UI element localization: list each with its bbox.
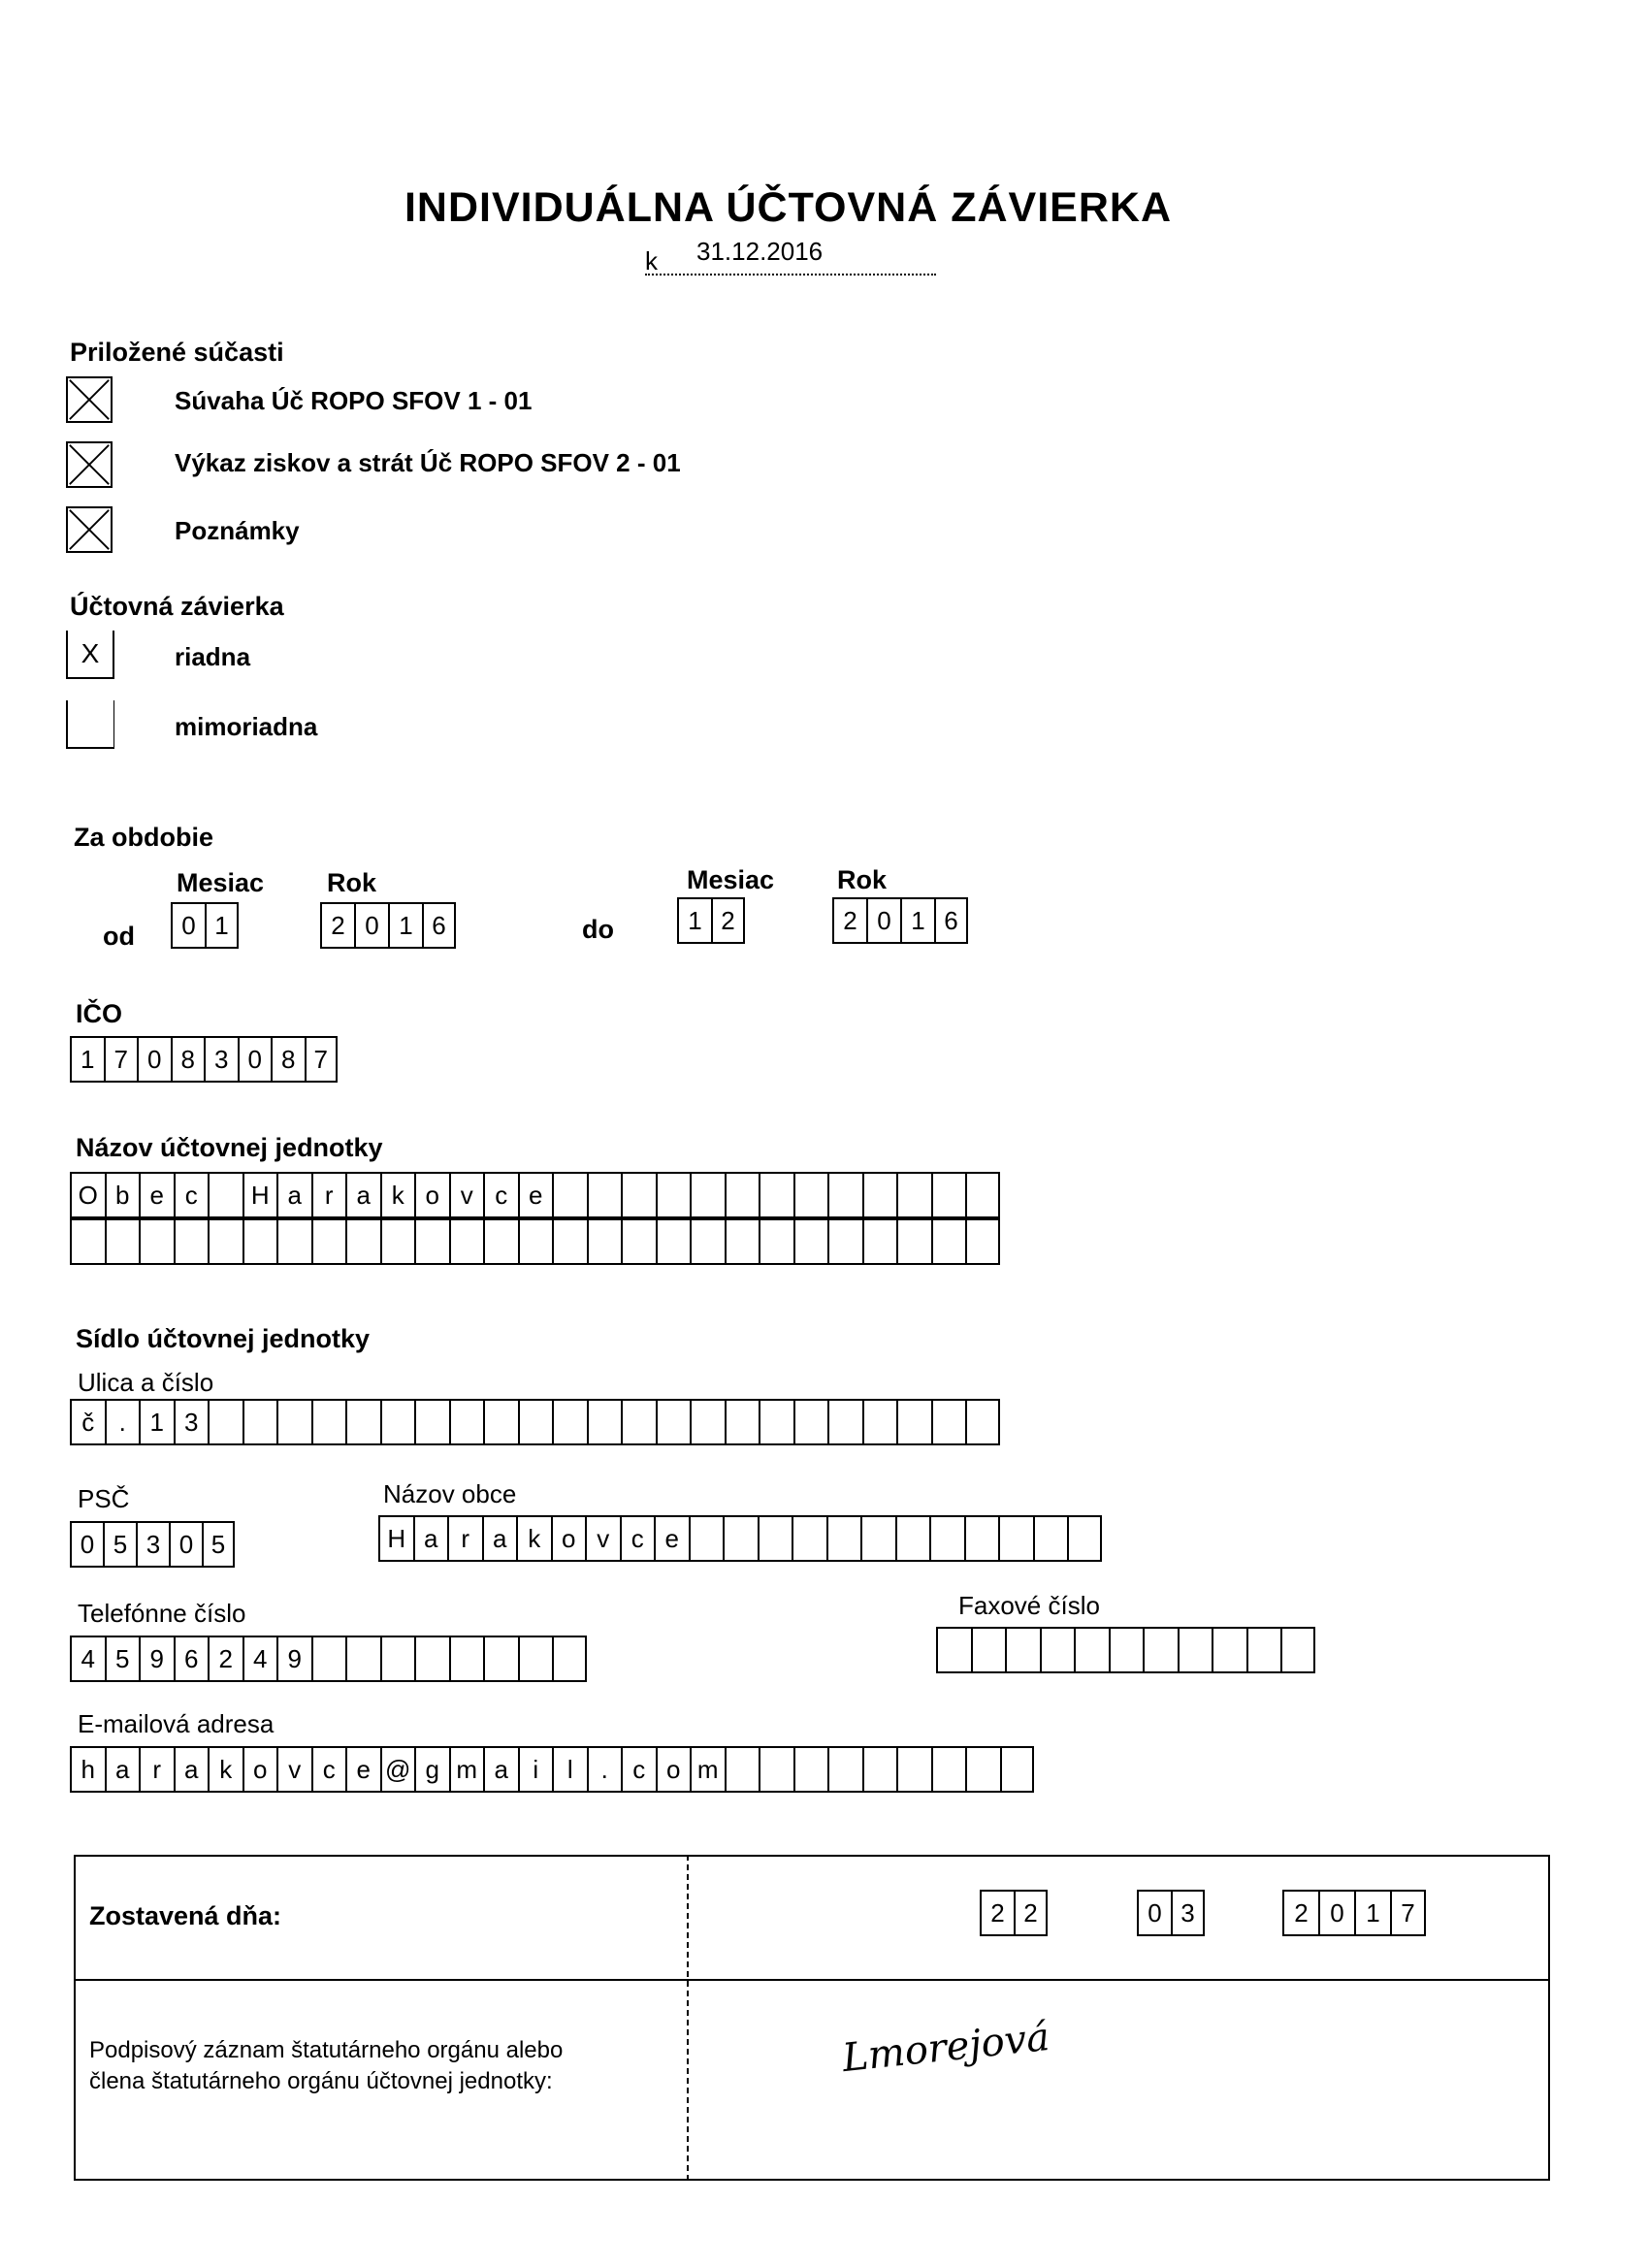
compiled-label: Zostavená dňa: bbox=[89, 1901, 282, 1930]
cross-mark-icon bbox=[68, 508, 111, 551]
char-cell: 5 bbox=[103, 1521, 136, 1568]
char-cell bbox=[931, 1218, 966, 1265]
char-cell bbox=[483, 1636, 518, 1682]
signature-label-line-2: člena štatutárneho orgánu účtovnej jednotky: bbox=[89, 2068, 553, 2094]
char-cell bbox=[276, 1399, 311, 1445]
char-cell: c bbox=[483, 1172, 518, 1218]
char-cell bbox=[931, 1172, 966, 1218]
char-cell: 0 bbox=[238, 1036, 272, 1083]
char-cell bbox=[827, 1172, 862, 1218]
char-cell bbox=[689, 1515, 724, 1562]
char-cell bbox=[690, 1172, 725, 1218]
char-cell bbox=[896, 1399, 931, 1445]
compiled-year-field[interactable] bbox=[1282, 1890, 1426, 1936]
char-cell: 1 bbox=[1354, 1890, 1390, 1936]
attachments-heading: Priložené súčasti bbox=[70, 338, 284, 367]
char-cell: r bbox=[139, 1746, 174, 1793]
phone-label: Telefónne číslo bbox=[78, 1599, 246, 1628]
char-cell bbox=[1246, 1627, 1281, 1673]
char-cell bbox=[414, 1399, 449, 1445]
char-cell bbox=[929, 1515, 964, 1562]
char-cell bbox=[345, 1636, 380, 1682]
section-divider bbox=[74, 1979, 1550, 1981]
char-cell bbox=[1280, 1627, 1315, 1673]
char-cell: 8 bbox=[171, 1036, 205, 1083]
char-cell bbox=[936, 1627, 971, 1673]
char-cell bbox=[621, 1399, 656, 1445]
char-cell: 2 bbox=[1282, 1890, 1318, 1936]
char-cell bbox=[414, 1218, 449, 1265]
char-cell bbox=[759, 1399, 793, 1445]
char-cell bbox=[311, 1218, 346, 1265]
psc-label: PSČ bbox=[78, 1484, 130, 1513]
seat-heading: Sídlo účtovnej jednotky bbox=[76, 1324, 371, 1353]
char-cell: c bbox=[311, 1746, 346, 1793]
char-cell bbox=[552, 1218, 587, 1265]
checkbox-vykaz[interactable] bbox=[66, 441, 113, 488]
char-cell bbox=[552, 1636, 587, 1682]
attachment-label-2: Výkaz ziskov a strát Úč ROPO SFOV 2 - 01 bbox=[175, 448, 681, 477]
char-cell: 2 bbox=[711, 897, 745, 944]
char-cell bbox=[1143, 1627, 1178, 1673]
char-cell bbox=[380, 1636, 415, 1682]
char-cell: m bbox=[690, 1746, 725, 1793]
char-cell: e bbox=[654, 1515, 689, 1562]
char-cell: 3 bbox=[136, 1521, 169, 1568]
char-cell: i bbox=[518, 1746, 553, 1793]
char-cell: 6 bbox=[934, 897, 968, 944]
attachment-label-1: Súvaha Úč ROPO SFOV 1 - 01 bbox=[175, 386, 533, 415]
char-cell bbox=[587, 1218, 622, 1265]
char-cell bbox=[690, 1218, 725, 1265]
char-cell bbox=[621, 1172, 656, 1218]
extraordinary-label: mimoriadna bbox=[175, 712, 318, 741]
char-cell: a bbox=[174, 1746, 209, 1793]
char-cell: 7 bbox=[104, 1036, 138, 1083]
regular-label: riadna bbox=[175, 642, 251, 671]
char-cell: o bbox=[414, 1172, 449, 1218]
char-cell: 2 bbox=[980, 1890, 1014, 1936]
char-cell bbox=[965, 1399, 1000, 1445]
entity-name-label: Názov účtovnej jednotky bbox=[76, 1133, 383, 1162]
char-cell bbox=[518, 1399, 553, 1445]
char-cell bbox=[1074, 1627, 1109, 1673]
char-cell bbox=[1212, 1627, 1246, 1673]
char-cell bbox=[174, 1218, 209, 1265]
char-cell: v bbox=[276, 1746, 311, 1793]
checkbox-poznamky[interactable] bbox=[66, 506, 113, 553]
attachment-label-3: Poznámky bbox=[175, 516, 300, 545]
char-cell: v bbox=[449, 1172, 484, 1218]
char-cell bbox=[759, 1746, 793, 1793]
entity-name-row-2[interactable] bbox=[70, 1218, 1000, 1265]
char-cell: c bbox=[620, 1515, 655, 1562]
char-cell: o bbox=[656, 1746, 691, 1793]
email-label: E-mailová adresa bbox=[78, 1709, 275, 1738]
char-cell bbox=[971, 1627, 1006, 1673]
char-cell bbox=[587, 1399, 622, 1445]
char-cell bbox=[965, 1746, 1000, 1793]
char-cell bbox=[1067, 1515, 1102, 1562]
checkbox-suvaha[interactable] bbox=[66, 376, 113, 423]
char-cell: 0 bbox=[70, 1521, 103, 1568]
char-cell bbox=[759, 1218, 793, 1265]
char-cell: k bbox=[380, 1172, 415, 1218]
char-cell bbox=[449, 1399, 484, 1445]
char-cell bbox=[208, 1399, 242, 1445]
char-cell: 0 bbox=[1318, 1890, 1354, 1936]
char-cell: r bbox=[447, 1515, 482, 1562]
char-cell bbox=[896, 1172, 931, 1218]
char-cell bbox=[793, 1172, 828, 1218]
char-cell bbox=[1109, 1627, 1144, 1673]
char-cell bbox=[725, 1746, 760, 1793]
ico-field[interactable] bbox=[70, 1036, 338, 1083]
char-cell: 2 bbox=[320, 902, 354, 949]
from-month-label: Mesiac bbox=[177, 868, 265, 897]
char-cell bbox=[208, 1172, 242, 1218]
char-cell: 3 bbox=[1171, 1890, 1205, 1936]
char-cell: a bbox=[413, 1515, 448, 1562]
char-cell: 1 bbox=[900, 897, 934, 944]
char-cell: 4 bbox=[70, 1636, 105, 1682]
char-cell bbox=[896, 1218, 931, 1265]
char-cell: 8 bbox=[271, 1036, 305, 1083]
entity-name-row-1[interactable] bbox=[70, 1172, 1000, 1218]
ico-label: IČO bbox=[76, 999, 123, 1028]
char-cell: 6 bbox=[174, 1636, 209, 1682]
city-field[interactable] bbox=[378, 1515, 1102, 1562]
char-cell: g bbox=[414, 1746, 449, 1793]
char-cell bbox=[311, 1636, 346, 1682]
char-cell bbox=[827, 1746, 862, 1793]
char-cell bbox=[552, 1399, 587, 1445]
char-cell: 0 bbox=[171, 902, 205, 949]
char-cell: H bbox=[242, 1172, 277, 1218]
psc-field[interactable] bbox=[70, 1521, 235, 1568]
char-cell: 2 bbox=[832, 897, 866, 944]
char-cell bbox=[552, 1172, 587, 1218]
char-cell: o bbox=[551, 1515, 586, 1562]
to-month-label: Mesiac bbox=[687, 865, 775, 894]
char-cell bbox=[1033, 1515, 1068, 1562]
char-cell: 7 bbox=[305, 1036, 339, 1083]
char-cell bbox=[862, 1399, 897, 1445]
char-cell: a bbox=[276, 1172, 311, 1218]
char-cell: 1 bbox=[70, 1036, 104, 1083]
handwritten-signature: Lmorejová bbox=[840, 2014, 1052, 2082]
char-cell bbox=[449, 1636, 484, 1682]
char-cell bbox=[242, 1218, 277, 1265]
char-cell bbox=[587, 1172, 622, 1218]
char-cell: l bbox=[552, 1746, 587, 1793]
char-cell: c bbox=[174, 1172, 209, 1218]
char-cell: . bbox=[105, 1399, 140, 1445]
char-cell: 9 bbox=[139, 1636, 174, 1682]
char-cell: b bbox=[105, 1172, 140, 1218]
char-cell: r bbox=[311, 1172, 346, 1218]
char-cell bbox=[793, 1746, 828, 1793]
char-cell: . bbox=[587, 1746, 622, 1793]
char-cell bbox=[380, 1218, 415, 1265]
char-cell: 0 bbox=[354, 902, 388, 949]
char-cell bbox=[311, 1399, 346, 1445]
cross-mark-icon bbox=[68, 443, 111, 486]
char-cell: k bbox=[208, 1746, 242, 1793]
char-cell bbox=[656, 1172, 691, 1218]
char-cell: 2 bbox=[1014, 1890, 1048, 1936]
char-cell bbox=[380, 1399, 415, 1445]
char-cell bbox=[139, 1218, 174, 1265]
char-cell bbox=[242, 1399, 277, 1445]
char-cell bbox=[998, 1515, 1033, 1562]
to-year-field[interactable] bbox=[832, 897, 968, 944]
closure-date: 31.12.2016 bbox=[696, 237, 824, 266]
char-cell: e bbox=[345, 1746, 380, 1793]
char-cell bbox=[483, 1218, 518, 1265]
document-title: INDIVIDUÁLNA ÚČTOVNÁ ZÁVIERKA bbox=[404, 184, 1173, 231]
phone-field[interactable] bbox=[70, 1636, 587, 1682]
char-cell: k bbox=[516, 1515, 551, 1562]
char-cell bbox=[965, 1218, 1000, 1265]
char-cell: 5 bbox=[105, 1636, 140, 1682]
char-cell: 6 bbox=[422, 902, 456, 949]
closure-type-heading: Účtovná závierka bbox=[70, 592, 284, 621]
char-cell bbox=[862, 1218, 897, 1265]
char-cell: 5 bbox=[202, 1521, 235, 1568]
char-cell bbox=[862, 1172, 897, 1218]
char-cell: a bbox=[345, 1172, 380, 1218]
char-cell bbox=[827, 1218, 862, 1265]
from-year-field[interactable] bbox=[320, 902, 456, 949]
signature-label-line-1: Podpisový záznam štatutárneho orgánu alebo bbox=[89, 2037, 564, 2063]
char-cell bbox=[414, 1636, 449, 1682]
char-cell: o bbox=[242, 1746, 277, 1793]
period-heading: Za obdobie bbox=[74, 823, 213, 852]
char-cell bbox=[70, 1218, 105, 1265]
checkbox-extraordinary[interactable] bbox=[66, 700, 114, 749]
char-cell bbox=[276, 1218, 311, 1265]
compiled-month-field[interactable] bbox=[1137, 1890, 1205, 1936]
fax-field[interactable] bbox=[936, 1627, 1315, 1673]
char-cell bbox=[725, 1172, 760, 1218]
char-cell bbox=[965, 1172, 1000, 1218]
char-cell: č bbox=[70, 1399, 105, 1445]
char-cell bbox=[1178, 1627, 1212, 1673]
char-cell: 1 bbox=[139, 1399, 174, 1445]
char-cell bbox=[345, 1218, 380, 1265]
fax-label: Faxové číslo bbox=[958, 1591, 1100, 1620]
char-cell bbox=[1040, 1627, 1075, 1673]
char-cell: m bbox=[449, 1746, 484, 1793]
from-label: od bbox=[103, 922, 135, 951]
char-cell bbox=[725, 1218, 760, 1265]
char-cell bbox=[964, 1515, 999, 1562]
char-cell bbox=[792, 1515, 826, 1562]
char-cell bbox=[656, 1399, 691, 1445]
char-cell bbox=[449, 1218, 484, 1265]
cross-mark-icon bbox=[68, 378, 111, 421]
char-cell: 1 bbox=[677, 897, 711, 944]
to-label: do bbox=[582, 915, 614, 944]
char-cell: @ bbox=[380, 1746, 415, 1793]
char-cell: e bbox=[139, 1172, 174, 1218]
char-cell bbox=[690, 1399, 725, 1445]
char-cell bbox=[759, 1172, 793, 1218]
char-cell bbox=[105, 1218, 140, 1265]
to-year-label: Rok bbox=[837, 865, 888, 894]
char-cell: a bbox=[483, 1746, 518, 1793]
char-cell bbox=[895, 1515, 930, 1562]
char-cell bbox=[758, 1515, 792, 1562]
char-cell: 0 bbox=[137, 1036, 171, 1083]
char-cell bbox=[208, 1218, 242, 1265]
char-cell: 3 bbox=[174, 1399, 209, 1445]
char-cell bbox=[862, 1746, 897, 1793]
char-cell: 0 bbox=[866, 897, 900, 944]
char-cell bbox=[518, 1636, 553, 1682]
char-cell bbox=[345, 1399, 380, 1445]
char-cell: 1 bbox=[205, 902, 239, 949]
section-column-divider bbox=[687, 1855, 689, 2181]
char-cell: 3 bbox=[204, 1036, 238, 1083]
char-cell: e bbox=[518, 1172, 553, 1218]
char-cell: 0 bbox=[1137, 1890, 1171, 1936]
from-month-field[interactable] bbox=[171, 902, 239, 949]
char-cell: a bbox=[482, 1515, 517, 1562]
char-cell bbox=[793, 1218, 828, 1265]
char-cell: 7 bbox=[1390, 1890, 1426, 1936]
char-cell: 9 bbox=[276, 1636, 311, 1682]
city-label: Názov obce bbox=[383, 1479, 517, 1508]
char-cell: 4 bbox=[242, 1636, 277, 1682]
street-field[interactable] bbox=[70, 1399, 1000, 1445]
char-cell: h bbox=[70, 1746, 105, 1793]
char-cell bbox=[483, 1399, 518, 1445]
char-cell: 2 bbox=[208, 1636, 242, 1682]
char-cell bbox=[860, 1515, 895, 1562]
char-cell bbox=[827, 1399, 862, 1445]
char-cell bbox=[1005, 1627, 1040, 1673]
char-cell bbox=[656, 1218, 691, 1265]
char-cell: O bbox=[70, 1172, 105, 1218]
char-cell: 0 bbox=[169, 1521, 202, 1568]
char-cell bbox=[931, 1746, 966, 1793]
char-cell bbox=[826, 1515, 861, 1562]
char-cell bbox=[1000, 1746, 1035, 1793]
compiled-day-field[interactable] bbox=[980, 1890, 1048, 1936]
char-cell bbox=[518, 1218, 553, 1265]
char-cell bbox=[723, 1515, 758, 1562]
from-year-label: Rok bbox=[327, 868, 377, 897]
char-cell: v bbox=[585, 1515, 620, 1562]
char-cell bbox=[931, 1399, 966, 1445]
street-label: Ulica a číslo bbox=[78, 1368, 214, 1397]
char-cell bbox=[896, 1746, 931, 1793]
char-cell bbox=[621, 1218, 656, 1265]
char-cell: c bbox=[621, 1746, 656, 1793]
date-prefix: k bbox=[645, 246, 658, 275]
char-cell bbox=[793, 1399, 828, 1445]
char-cell bbox=[725, 1399, 760, 1445]
char-cell: H bbox=[378, 1515, 413, 1562]
char-cell: 1 bbox=[388, 902, 422, 949]
checkbox-regular[interactable]: X bbox=[66, 631, 114, 679]
char-cell: a bbox=[105, 1746, 140, 1793]
email-field[interactable] bbox=[70, 1746, 1034, 1793]
to-month-field[interactable] bbox=[677, 897, 745, 944]
